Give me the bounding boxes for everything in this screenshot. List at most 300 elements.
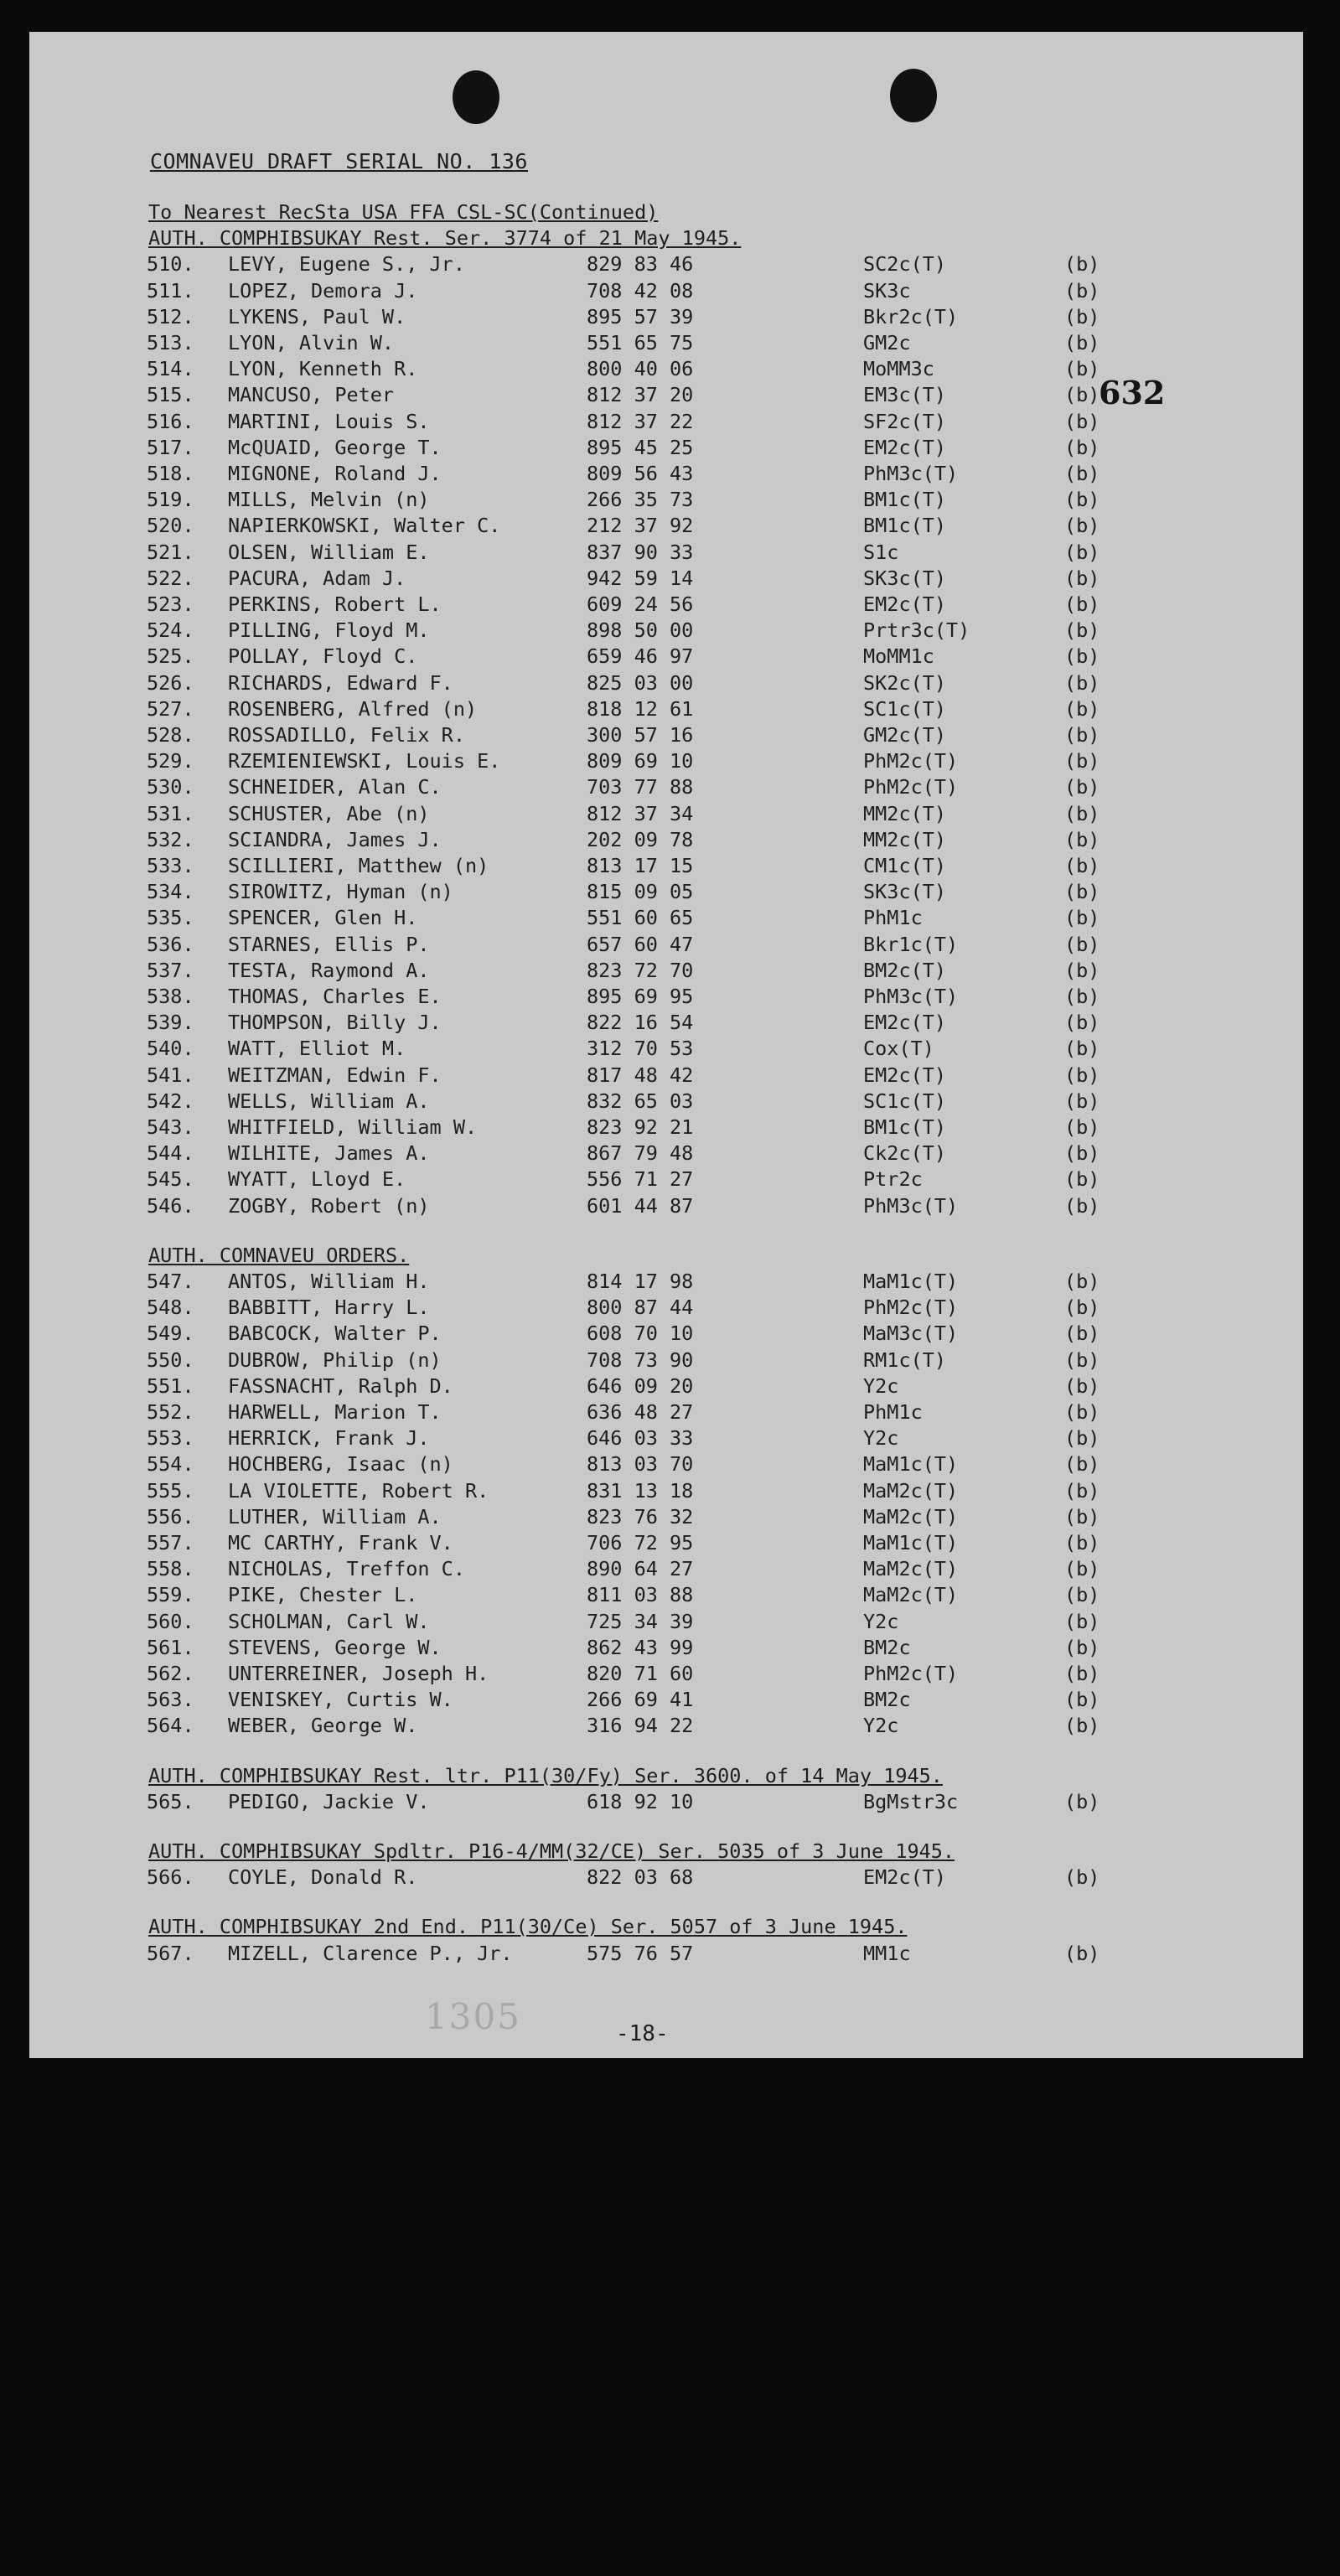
entry-number: 553. xyxy=(147,1426,194,1451)
service-number: 829 83 46 xyxy=(587,252,694,277)
rating: EM2c(T) xyxy=(863,1011,947,1035)
service-number: 646 09 20 xyxy=(587,1373,694,1398)
entry-number: 544. xyxy=(147,1141,194,1166)
class-code: (b) xyxy=(1064,540,1100,564)
class-code: (b) xyxy=(1064,1662,1100,1685)
sailor-name: MC CARTHY, Frank V. xyxy=(228,1531,453,1554)
service-number: 818 12 61 xyxy=(587,696,694,721)
rating: PhM2c(T) xyxy=(863,1662,959,1685)
rating: Bkr2c(T) xyxy=(863,304,959,328)
service-number: 813 03 70 xyxy=(587,1452,694,1477)
service-number: 312 70 53 xyxy=(587,1037,694,1061)
rating: BM2c xyxy=(863,1635,911,1659)
section-header-text: To Nearest RecSta USA FFA CSL-SC(Continued) xyxy=(148,200,659,224)
sailor-name: MANCUSO, Peter xyxy=(228,383,395,407)
sailor-name: LA VIOLETTE, Robert R. xyxy=(228,1478,489,1503)
class-code: (b) xyxy=(1064,644,1100,669)
rating: GM2c xyxy=(863,331,911,354)
entry-number: 562. xyxy=(147,1662,194,1685)
sailor-name: LYKENS, Paul W. xyxy=(228,304,406,328)
entry-number: 554. xyxy=(147,1452,194,1477)
sailor-name: ANTOS, William H. xyxy=(228,1270,430,1293)
entry-number: 520. xyxy=(147,514,194,538)
sailor-name: HARWELL, Marion T. xyxy=(228,1400,442,1424)
sailor-name: MIZELL, Clarence P., Jr. xyxy=(228,1941,513,1965)
service-number: 837 90 33 xyxy=(587,540,694,564)
sailor-name: LYON, Alvin W. xyxy=(228,331,395,354)
service-number: 657 60 47 xyxy=(587,932,694,956)
sailor-name: HERRICK, Frank J. xyxy=(228,1426,430,1451)
rating: MaM2c(T) xyxy=(863,1504,959,1529)
entry-number: 561. xyxy=(147,1635,194,1659)
entry-number: 563. xyxy=(147,1688,194,1712)
rating: SC2c(T) xyxy=(863,252,947,277)
entry-number: 537. xyxy=(147,958,194,982)
class-code: (b) xyxy=(1064,435,1100,459)
entry-number: 564. xyxy=(147,1714,194,1738)
sailor-name: WEITZMAN, Edwin F. xyxy=(228,1063,442,1087)
class-code: (b) xyxy=(1064,357,1100,381)
entry-number: 566. xyxy=(147,1865,194,1890)
service-number: 300 57 16 xyxy=(587,723,694,747)
sailor-name: WELLS, William A. xyxy=(228,1089,430,1113)
service-number: 831 13 18 xyxy=(587,1478,694,1503)
service-number: 725 34 39 xyxy=(587,1609,694,1633)
entry-number: 536. xyxy=(147,932,194,956)
entry-number: 510. xyxy=(147,252,194,277)
entry-number: 556. xyxy=(147,1504,194,1529)
class-code: (b) xyxy=(1064,1037,1100,1061)
entry-number: 534. xyxy=(147,880,194,904)
class-code: (b) xyxy=(1064,488,1100,512)
rating: GM2c(T) xyxy=(863,723,947,747)
service-number: 809 69 10 xyxy=(587,749,694,773)
rating: Y2c xyxy=(863,1609,899,1633)
sailor-name: PEDIGO, Jackie V. xyxy=(228,1789,430,1813)
class-code: (b) xyxy=(1064,1635,1100,1659)
sailor-name: RICHARDS, Edward F. xyxy=(228,670,453,695)
sailor-name: LYON, Kenneth R. xyxy=(228,357,418,381)
rating: EM2c(T) xyxy=(863,592,947,616)
rating: SF2c(T) xyxy=(863,409,947,433)
class-code: (b) xyxy=(1064,1347,1100,1372)
stamp-number: 632 xyxy=(1099,374,1166,411)
entry-number: 519. xyxy=(147,488,194,512)
entry-number: 545. xyxy=(147,1167,194,1192)
sailor-name: SCILLIERI, Matthew (n) xyxy=(228,854,489,877)
entry-number: 527. xyxy=(147,696,194,721)
class-code: (b) xyxy=(1064,304,1100,328)
sailor-name: ROSENBERG, Alfred (n) xyxy=(228,696,478,721)
rating: EM2c(T) xyxy=(863,435,947,459)
class-code: (b) xyxy=(1064,1865,1100,1890)
entry-number: 521. xyxy=(147,540,194,564)
class-code: (b) xyxy=(1064,1400,1100,1424)
rating: PhM1c xyxy=(863,906,923,930)
service-number: 942 59 14 xyxy=(587,566,694,590)
sailor-name: THOMPSON, Billy J. xyxy=(228,1011,442,1035)
rating: Y2c xyxy=(863,1426,899,1451)
service-number: 708 73 90 xyxy=(587,1347,694,1372)
entry-number: 543. xyxy=(147,1115,194,1139)
rating: PhM1c xyxy=(863,1400,923,1424)
punch-hole-left xyxy=(453,70,499,124)
class-code: (b) xyxy=(1064,1426,1100,1451)
entry-number: 532. xyxy=(147,827,194,851)
class-code: (b) xyxy=(1064,1714,1100,1738)
rating: PhM2c(T) xyxy=(863,775,959,799)
service-number: 618 92 10 xyxy=(587,1789,694,1813)
service-number: 815 09 05 xyxy=(587,880,694,904)
rating: Y2c xyxy=(863,1714,899,1738)
rating: BM2c(T) xyxy=(863,958,947,982)
service-number: 823 72 70 xyxy=(587,958,694,982)
entry-number: 540. xyxy=(147,1037,194,1061)
sailor-name: RZEMIENIEWSKI, Louis E. xyxy=(228,749,501,773)
sailor-name: SIROWITZ, Hyman (n) xyxy=(228,880,453,904)
service-number: 812 37 20 xyxy=(587,383,694,407)
entry-number: 549. xyxy=(147,1322,194,1346)
sailor-name: PILLING, Floyd M. xyxy=(228,618,430,643)
entry-number: 550. xyxy=(147,1347,194,1372)
draft-serial-title: COMNAVEU DRAFT SERIAL NO. 136 xyxy=(150,149,528,173)
sailor-name: McQUAID, George T. xyxy=(228,435,442,459)
entry-number: 565. xyxy=(147,1789,194,1813)
class-code: (b) xyxy=(1064,1789,1100,1813)
class-code: (b) xyxy=(1064,1373,1100,1398)
entry-number: 559. xyxy=(147,1583,194,1607)
class-code: (b) xyxy=(1064,723,1100,747)
entry-number: 511. xyxy=(147,278,194,303)
rating: BM1c(T) xyxy=(863,488,947,512)
rating: SK3c(T) xyxy=(863,566,947,590)
sailor-name: WEBER, George W. xyxy=(228,1714,418,1738)
rating: BM1c(T) xyxy=(863,1115,947,1139)
class-code: (b) xyxy=(1064,1557,1100,1581)
document-number-stamp: 1305 xyxy=(425,1996,521,2037)
entry-number: 538. xyxy=(147,985,194,1008)
service-number: 800 40 06 xyxy=(587,357,694,381)
rating: Y2c xyxy=(863,1373,899,1398)
class-code: (b) xyxy=(1064,854,1100,877)
entry-number: 529. xyxy=(147,749,194,773)
class-code: (b) xyxy=(1064,618,1100,643)
class-code: (b) xyxy=(1064,1167,1100,1192)
sailor-name: OLSEN, William E. xyxy=(228,540,430,564)
class-code: (b) xyxy=(1064,1141,1100,1166)
class-code: (b) xyxy=(1064,383,1100,407)
entry-number: 528. xyxy=(147,723,194,747)
sailor-name: WHITFIELD, William W. xyxy=(228,1115,478,1139)
service-number: 812 37 34 xyxy=(587,801,694,825)
entry-number: 541. xyxy=(147,1063,194,1087)
service-number: 820 71 60 xyxy=(587,1662,694,1685)
class-code: (b) xyxy=(1064,1941,1100,1965)
section-header-text: AUTH. COMNAVEU ORDERS. xyxy=(148,1243,410,1267)
rating: MM2c(T) xyxy=(863,827,947,851)
rating: MaM3c(T) xyxy=(863,1322,959,1346)
sailor-name: PIKE, Chester L. xyxy=(228,1583,418,1607)
class-code: (b) xyxy=(1064,1688,1100,1712)
sailor-name: DUBROW, Philip (n) xyxy=(228,1347,442,1372)
service-number: 266 69 41 xyxy=(587,1688,694,1712)
sailor-name: STARNES, Ellis P. xyxy=(228,932,430,956)
sailor-name: FASSNACHT, Ralph D. xyxy=(228,1373,453,1398)
service-number: 202 09 78 xyxy=(587,827,694,851)
service-number: 659 46 97 xyxy=(587,644,694,669)
service-number: 551 60 65 xyxy=(587,906,694,930)
rating: SC1c(T) xyxy=(863,1089,947,1113)
section-header-text: AUTH. COMPHIBSUKAY Rest. ltr. P11(30/Fy) Ser. 3600. of 14 May 1945. xyxy=(148,1763,943,1787)
rating: MaM2c(T) xyxy=(863,1478,959,1503)
rating: EM2c(T) xyxy=(863,1865,947,1890)
rating: PhM3c(T) xyxy=(863,985,959,1008)
entry-number: 560. xyxy=(147,1609,194,1633)
service-number: 812 37 22 xyxy=(587,409,694,433)
service-number: 646 03 33 xyxy=(587,1426,694,1451)
rating: MM2c(T) xyxy=(863,801,947,825)
class-code: (b) xyxy=(1064,1478,1100,1503)
rating: MaM1c(T) xyxy=(863,1270,959,1293)
service-number: 822 03 68 xyxy=(587,1865,694,1890)
sailor-name: MARTINI, Louis S. xyxy=(228,409,430,433)
class-code: (b) xyxy=(1064,592,1100,616)
class-code: (b) xyxy=(1064,932,1100,956)
rating: BM1c(T) xyxy=(863,514,947,538)
entry-number: 558. xyxy=(147,1557,194,1581)
rating: Ck2c(T) xyxy=(863,1141,947,1166)
rating: Prtr3c(T) xyxy=(863,618,970,643)
entry-number: 548. xyxy=(147,1296,194,1320)
rating: PhM2c(T) xyxy=(863,1296,959,1320)
sailor-name: LUTHER, William A. xyxy=(228,1504,442,1529)
service-number: 895 57 39 xyxy=(587,304,694,328)
class-code: (b) xyxy=(1064,880,1100,904)
sailor-name: MILLS, Melvin (n) xyxy=(228,488,430,512)
entry-number: 516. xyxy=(147,409,194,433)
sailor-name: SCHOLMAN, Carl W. xyxy=(228,1609,430,1633)
entry-number: 517. xyxy=(147,435,194,459)
entry-number: 557. xyxy=(147,1531,194,1554)
sailor-name: LOPEZ, Demora J. xyxy=(228,278,418,303)
class-code: (b) xyxy=(1064,801,1100,825)
sailor-name: TESTA, Raymond A. xyxy=(228,958,430,982)
page-number: -18- xyxy=(616,2021,669,2046)
service-number: 813 17 15 xyxy=(587,854,694,877)
entry-number: 542. xyxy=(147,1089,194,1113)
class-code: (b) xyxy=(1064,514,1100,538)
service-number: 890 64 27 xyxy=(587,1557,694,1581)
class-code: (b) xyxy=(1064,1115,1100,1139)
sailor-name: UNTERREINER, Joseph H. xyxy=(228,1662,489,1685)
rating: MoMM3c xyxy=(863,357,934,381)
sailor-name: WYATT, Lloyd E. xyxy=(228,1167,406,1192)
class-code: (b) xyxy=(1064,409,1100,433)
service-number: 316 94 22 xyxy=(587,1714,694,1738)
service-number: 895 69 95 xyxy=(587,985,694,1008)
service-number: 823 76 32 xyxy=(587,1504,694,1529)
entry-number: 512. xyxy=(147,304,194,328)
service-number: 832 65 03 xyxy=(587,1089,694,1113)
class-code: (b) xyxy=(1064,1531,1100,1554)
class-code: (b) xyxy=(1064,278,1100,303)
sailor-name: PERKINS, Robert L. xyxy=(228,592,442,616)
entry-number: 533. xyxy=(147,854,194,877)
service-number: 867 79 48 xyxy=(587,1141,694,1166)
service-number: 609 24 56 xyxy=(587,592,694,616)
rating: PhM3c(T) xyxy=(863,462,959,485)
class-code: (b) xyxy=(1064,696,1100,721)
class-code: (b) xyxy=(1064,670,1100,695)
class-code: (b) xyxy=(1064,1270,1100,1293)
sailor-name: VENISKEY, Curtis W. xyxy=(228,1688,453,1712)
service-number: 862 43 99 xyxy=(587,1635,694,1659)
class-code: (b) xyxy=(1064,1609,1100,1633)
sailor-name: SPENCER, Glen H. xyxy=(228,906,418,930)
service-number: 703 77 88 xyxy=(587,775,694,799)
service-number: 822 16 54 xyxy=(587,1011,694,1035)
rating: SK2c(T) xyxy=(863,670,947,695)
sailor-name: WILHITE, James A. xyxy=(228,1141,430,1166)
entry-number: 535. xyxy=(147,906,194,930)
entry-number: 530. xyxy=(147,775,194,799)
section-header-text: AUTH. COMPHIBSUKAY Rest. Ser. 3774 of 21 May 1945. xyxy=(148,226,742,251)
entry-number: 514. xyxy=(147,357,194,381)
sailor-name: MIGNONE, Roland J. xyxy=(228,462,442,485)
punch-hole-right xyxy=(890,69,937,122)
rating: PhM3c(T) xyxy=(863,1193,959,1218)
class-code: (b) xyxy=(1064,906,1100,930)
sailor-name: NICHOLAS, Treffon C. xyxy=(228,1557,465,1581)
class-code: (b) xyxy=(1064,958,1100,982)
entry-number: 524. xyxy=(147,618,194,643)
sailor-name: ROSSADILLO, Felix R. xyxy=(228,723,465,747)
class-code: (b) xyxy=(1064,1296,1100,1320)
service-number: 895 45 25 xyxy=(587,435,694,459)
rating: MaM2c(T) xyxy=(863,1557,959,1581)
sailor-name: SCHNEIDER, Alan C. xyxy=(228,775,442,799)
entry-number: 539. xyxy=(147,1011,194,1035)
class-code: (b) xyxy=(1064,827,1100,851)
entry-number: 515. xyxy=(147,383,194,407)
service-number: 708 42 08 xyxy=(587,278,694,303)
sailor-name: SCIANDRA, James J. xyxy=(228,827,442,851)
sailor-name: LEVY, Eugene S., Jr. xyxy=(228,252,465,277)
section-header-text: AUTH. COMPHIBSUKAY 2nd End. P11(30/Ce) Ser. 5057 of 3 June 1945. xyxy=(148,1915,908,1939)
section-header-text: AUTH. COMPHIBSUKAY Spdltr. P16-4/MM(32/CE) Ser. 5035 of 3 June 1945. xyxy=(148,1839,955,1863)
class-code: (b) xyxy=(1064,1063,1100,1087)
document-page xyxy=(29,32,1303,2058)
entry-number: 546. xyxy=(147,1193,194,1218)
service-number: 809 56 43 xyxy=(587,462,694,485)
rating: S1c xyxy=(863,540,899,564)
sailor-name: POLLAY, Floyd C. xyxy=(228,644,418,669)
entry-number: 513. xyxy=(147,331,194,354)
service-number: 636 48 27 xyxy=(587,1400,694,1424)
service-number: 898 50 00 xyxy=(587,618,694,643)
service-number: 800 87 44 xyxy=(587,1296,694,1320)
rating: SK3c xyxy=(863,278,911,303)
entry-number: 522. xyxy=(147,566,194,590)
sailor-name: HOCHBERG, Isaac (n) xyxy=(228,1452,453,1477)
class-code: (b) xyxy=(1064,462,1100,485)
sailor-name: NAPIERKOWSKI, Walter C. xyxy=(228,514,501,538)
class-code: (b) xyxy=(1064,252,1100,277)
rating: MoMM1c xyxy=(863,644,934,669)
rating: Cox(T) xyxy=(863,1037,934,1061)
rating: SK3c(T) xyxy=(863,880,947,904)
sailor-name: COYLE, Donald R. xyxy=(228,1865,418,1890)
entry-number: 518. xyxy=(147,462,194,485)
rating: MaM1c(T) xyxy=(863,1531,959,1554)
service-number: 814 17 98 xyxy=(587,1270,694,1293)
sailor-name: BABCOCK, Walter P. xyxy=(228,1322,442,1346)
class-code: (b) xyxy=(1064,1583,1100,1607)
entry-number: 551. xyxy=(147,1373,194,1398)
class-code: (b) xyxy=(1064,985,1100,1008)
rating: BgMstr3c xyxy=(863,1789,959,1813)
rating: MaM2c(T) xyxy=(863,1583,959,1607)
service-number: 811 03 88 xyxy=(587,1583,694,1607)
class-code: (b) xyxy=(1064,775,1100,799)
entry-number: 547. xyxy=(147,1270,194,1293)
class-code: (b) xyxy=(1064,331,1100,354)
service-number: 212 37 92 xyxy=(587,514,694,538)
service-number: 575 76 57 xyxy=(587,1941,694,1965)
rating: PhM2c(T) xyxy=(863,749,959,773)
sailor-name: THOMAS, Charles E. xyxy=(228,985,442,1008)
rating: CM1c(T) xyxy=(863,854,947,877)
class-code: (b) xyxy=(1064,1504,1100,1529)
class-code: (b) xyxy=(1064,749,1100,773)
sailor-name: SCHUSTER, Abe (n) xyxy=(228,801,430,825)
service-number: 825 03 00 xyxy=(587,670,694,695)
sailor-name: BABBITT, Harry L. xyxy=(228,1296,430,1320)
service-number: 706 72 95 xyxy=(587,1531,694,1554)
rating: MaM1c(T) xyxy=(863,1452,959,1477)
entry-number: 531. xyxy=(147,801,194,825)
rating: EM3c(T) xyxy=(863,383,947,407)
service-number: 601 44 87 xyxy=(587,1193,694,1218)
entry-number: 523. xyxy=(147,592,194,616)
rating: BM2c xyxy=(863,1688,911,1712)
sailor-name: STEVENS, George W. xyxy=(228,1635,442,1659)
rating: MM1c xyxy=(863,1941,911,1965)
service-number: 608 70 10 xyxy=(587,1322,694,1346)
sailor-name: PACURA, Adam J. xyxy=(228,566,406,590)
service-number: 266 35 73 xyxy=(587,488,694,512)
service-number: 817 48 42 xyxy=(587,1063,694,1087)
entry-number: 552. xyxy=(147,1400,194,1424)
rating: Bkr1c(T) xyxy=(863,932,959,956)
rating: Ptr2c xyxy=(863,1167,923,1192)
class-code: (b) xyxy=(1064,1452,1100,1477)
service-number: 556 71 27 xyxy=(587,1167,694,1192)
entry-number: 555. xyxy=(147,1478,194,1503)
entry-number: 525. xyxy=(147,644,194,669)
class-code: (b) xyxy=(1064,566,1100,590)
service-number: 823 92 21 xyxy=(587,1115,694,1139)
class-code: (b) xyxy=(1064,1011,1100,1035)
entry-number: 526. xyxy=(147,670,194,695)
entry-number: 567. xyxy=(147,1941,194,1965)
rating: RM1c(T) xyxy=(863,1347,947,1372)
rating: EM2c(T) xyxy=(863,1063,947,1087)
class-code: (b) xyxy=(1064,1089,1100,1113)
rating: SC1c(T) xyxy=(863,696,947,721)
class-code: (b) xyxy=(1064,1322,1100,1346)
sailor-name: WATT, Elliot M. xyxy=(228,1037,406,1061)
